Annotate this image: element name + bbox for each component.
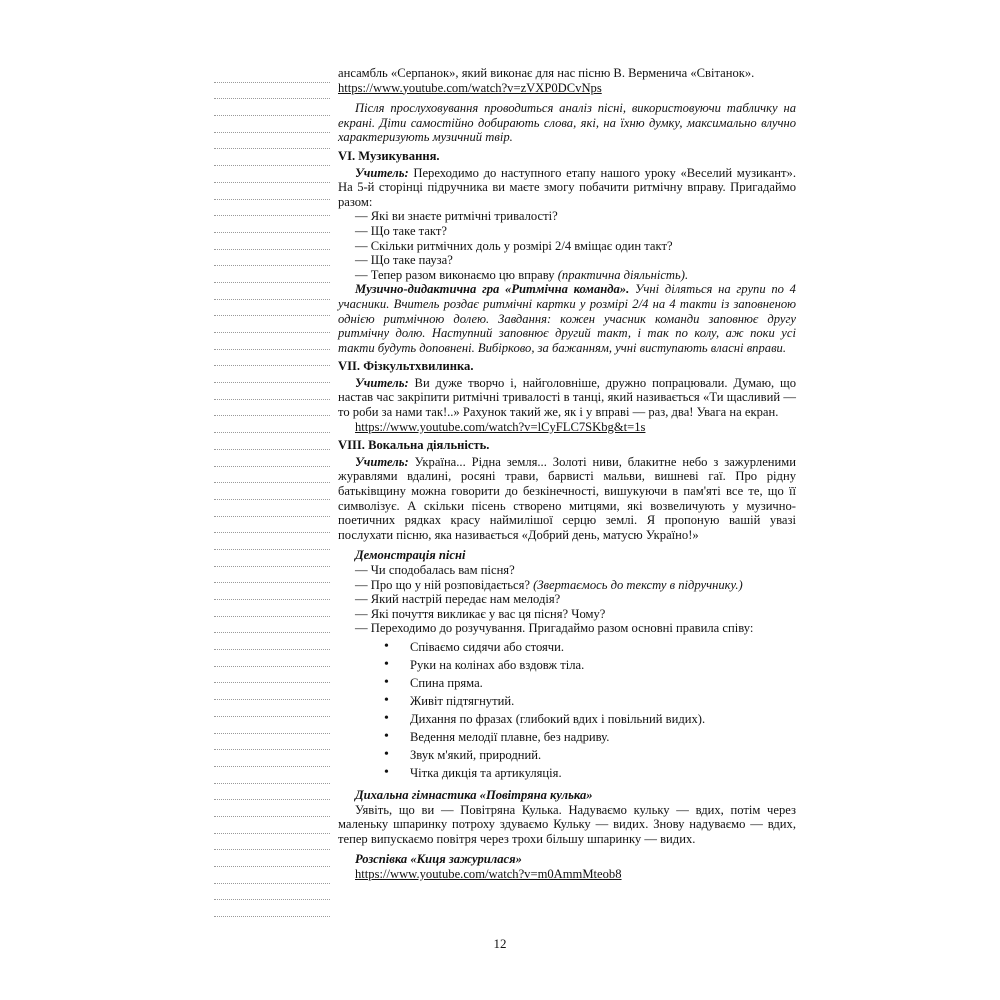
section-8-teacher-paragraph (338, 455, 796, 543)
margin-line (214, 183, 330, 200)
margin-line (214, 116, 330, 133)
section-6-teacher-paragraph (338, 166, 796, 210)
video-link-2[interactable]: https://www.youtube.com/watch?v=lCyFLC7SKbg&t=1s (355, 419, 646, 434)
margin-line (214, 867, 330, 884)
demo-question-2 (355, 578, 796, 593)
margin-line (214, 750, 330, 767)
demo-question-2-text: — Про що у ній розповідається? (355, 577, 534, 592)
margin-line (214, 667, 330, 684)
intro-text: ансамбль «Серпанок», який виконає для нас пісню В. Верменича «Світанок». (338, 66, 755, 80)
margin-line (214, 416, 330, 433)
rule-item: • Живіт підтягнутий. (410, 692, 796, 710)
game-paragraph (338, 282, 796, 355)
rule-item: • Чітка дикція та артикуляція. (410, 764, 796, 782)
rule-item: • Співаємо сидячи або стоячи. (410, 638, 796, 656)
margin-line (214, 316, 330, 333)
demo-question-1: — Чи сподобалась вам пісня? (355, 563, 515, 577)
margin-line (214, 383, 330, 400)
margin-line (214, 83, 330, 100)
margin-line (214, 817, 330, 834)
margin-line (214, 633, 330, 650)
margin-line (214, 767, 330, 784)
margin-line (214, 550, 330, 567)
margin-line (214, 250, 330, 267)
teacher-text: Ви дуже творчо і, найголовніше, дружно попрацювали. Думаю, що настав час закріпити ритмічні тривалості в танці, який називається «Ти щасливий — то роби за нами так!..» Рахунок такий же, як і у вправі — раз, два! Увага на екран. (338, 375, 796, 420)
margin-line (214, 850, 330, 867)
game-title: Музично-дидактична гра «Ритмічна команда». (355, 282, 630, 297)
question-5 (355, 268, 796, 283)
teacher-label: Учитель: (355, 165, 409, 180)
margin-line (214, 433, 330, 450)
margin-line (214, 900, 330, 917)
margin-line (214, 99, 330, 116)
margin-line (214, 233, 330, 250)
rule-item: • Руки на колінах або вздовж тіла. (410, 656, 796, 674)
margin-line (214, 567, 330, 584)
question-2: — Що таке такт? (355, 223, 447, 238)
margin-line (214, 366, 330, 383)
margin-line (214, 717, 330, 734)
rule-item: • Дихання по фразах (глибокий вдих і повільний видих). (410, 710, 796, 728)
margin-line (214, 517, 330, 534)
margin-line (214, 300, 330, 317)
margin-line (214, 350, 330, 367)
question-4: — Що таке пауза? (355, 253, 453, 268)
rule-item: • Звук м'який, природний. (410, 746, 796, 764)
video-link-1[interactable]: https://www.youtube.com/watch?v=zVXP0DCvNps (338, 80, 602, 95)
margin-line (214, 333, 330, 350)
margin-line (214, 533, 330, 550)
margin-line (214, 450, 330, 467)
question-3: — Скільки ритмічних доль у розмірі 2/4 вміщає один такт? (355, 238, 673, 253)
margin-line (214, 583, 330, 600)
margin-line (214, 650, 330, 667)
teacher-label: Учитель: (355, 375, 409, 390)
margin-line (214, 734, 330, 751)
singing-rules-list (338, 638, 796, 782)
teacher-text: Переходимо до наступного етапу нашого уроку «Веселий музикант». На 5-й сторінці підручника ви маєте змогу побачити ритмічну вправу. Пригадаймо разом: (338, 165, 796, 209)
demo-question-5: — Переходимо до розучування. Пригадаймо разом основні правила співу: (355, 621, 754, 636)
margin-line (214, 600, 330, 617)
demo-title: Демонстрація пісні (355, 548, 466, 563)
margin-line (214, 884, 330, 901)
margin-line (214, 266, 330, 283)
margin-line (214, 283, 330, 300)
margin-line (214, 617, 330, 634)
margin-line (214, 483, 330, 500)
margin-line (214, 683, 330, 700)
breathing-text: Уявіть, що ви — Повітряна Кулька. Надуваємо кульку — вдих, потім через маленьку шпаринку потроху здуваємо Кульку — видих. Знову надуваємо — вдих, тепер випускаємо повітря через трохи більшу шпаринку — видих. (338, 802, 796, 846)
margin-line (214, 149, 330, 166)
rule-item: • Спина пряма. (410, 674, 796, 692)
question-5-text: — Тепер разом виконаємо цю вправу (355, 267, 558, 282)
page-content (338, 66, 796, 882)
margin-line (214, 784, 330, 801)
question-1: — Які ви знаєте ритмічні тривалості? (355, 209, 558, 224)
margin-line (214, 800, 330, 817)
analysis-note: Після прослуховування проводиться аналіз пісні, використовуючи табличку на екрані. Діти самостійно добирають слова, які, на їхню думку, максимально влучно характеризують музичний твір. (338, 101, 796, 145)
demo-question-3: — Який настрій передає нам мелодія? (355, 592, 561, 607)
demo-question-2-note: (Звертаємось до тексту в підручнику.) (533, 577, 743, 592)
section-7-teacher-paragraph (338, 376, 796, 420)
page-number: 12 (493, 936, 507, 951)
margin-line (214, 400, 330, 417)
section-6-heading: VI. Музикування. (338, 148, 440, 163)
margin-line (214, 66, 330, 83)
teacher-label: Учитель: (355, 454, 409, 469)
rule-item: • Ведення мелодії плавне, без надриву. (410, 728, 796, 746)
margin-line (214, 834, 330, 851)
game-text: Учні діляться на групи по 4 учасники. Вчитель роздає ритмічні картки у розмірі 2/4 на 4 такти із заповненою однією ритмічною долею. Завдання: кожен учасник команди заповнює другу ритмічну долю. Наступний заповнює другий такт, і так по колу, аж поки усі такти будуть доповнені. Вибірково, за бажанням, учні виступають власні вправи. (338, 282, 796, 355)
section-7-heading: VII. Фізкультхвилинка. (338, 359, 474, 374)
margin-line (214, 500, 330, 517)
margin-line (214, 700, 330, 717)
margin-line (214, 166, 330, 183)
section-8-heading: VIII. Вокальна діяльність. (338, 438, 490, 453)
chant-title: Розспівка «Киця зажурилася» (355, 852, 522, 867)
margin-line (214, 200, 330, 217)
video-link-3[interactable]: https://www.youtube.com/watch?v=m0AmmMteob8 (355, 866, 622, 881)
margin-line (214, 133, 330, 150)
margin-line (214, 216, 330, 233)
teacher-text: Україна... Рідна земля... Золоті ниви, блакитне небо з зажурленими журавлями вдалині, росяні трави, барвисті мальви, вишневі гаї. Про рідну батьківщину можна говорити до безкінечності, вишукуючи в пам'яті все те, що її символізує. А скільки пісень створено митцями, які возвеличують у музично-поетичних рядках красу наймилішої серцю землі. Я пропоную вашій увазі послухати пісню, яка називається «Добрий день, матусю Україно!» (338, 454, 796, 542)
question-5-note: (практична діяльність). (557, 267, 689, 282)
margin-line (214, 467, 330, 484)
margin-note-lines (214, 66, 330, 917)
breathing-title: Дихальна гімнастика «Повітряна кулька» (355, 787, 593, 802)
demo-question-4: — Які почуття викликає у вас ця пісня? Чому? (355, 606, 606, 621)
